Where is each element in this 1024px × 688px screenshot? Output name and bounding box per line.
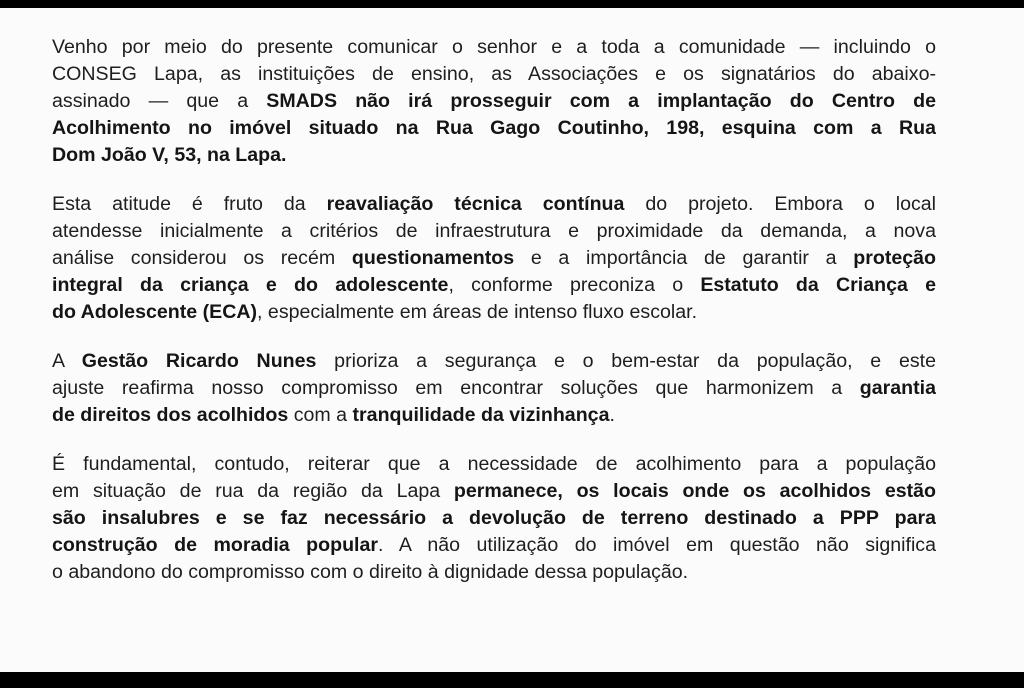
text-line	[52, 559, 936, 586]
paragraph-1	[52, 34, 936, 169]
text-segment: em situação de rua da região da Lapa	[52, 480, 454, 502]
text-segment: Venho por meio do presente comunicar o senhor e a toda a comunidade — incluindo o	[52, 36, 936, 58]
text-segment: do projeto. Embora o local	[624, 193, 936, 215]
text-segment: atendesse inicialmente a critérios de infraestrutura e proximidade da demanda, a nova	[52, 220, 936, 242]
bold-text: tranquilidade da vizinhança	[352, 404, 610, 426]
text-segment: É fundamental, contudo, reiterar que a necessidade de acolhimento para a população	[52, 453, 936, 475]
text-line	[52, 34, 936, 61]
text-segment: o abandono do compromisso com o direito à dignidade dessa população.	[52, 561, 689, 583]
text-segment: prioriza a segurança e o bem-estar da população, e este	[316, 350, 936, 372]
bold-text: Gestão Ricardo Nunes	[81, 350, 317, 372]
bold-text: são insalubres e se faz necessário a devolução de terreno destinado a PPP para	[52, 507, 936, 529]
bold-text: Dom João V, 53, na Lapa.	[52, 144, 287, 166]
text-line	[52, 191, 936, 218]
bold-text: SMADS não irá prosseguir com a implantação do Centro de	[266, 90, 936, 112]
text-line	[52, 478, 936, 505]
text-segment: com a	[288, 404, 353, 426]
text-segment: . A não utilização do imóvel em questão não significa	[378, 534, 936, 556]
text-line	[52, 375, 936, 402]
text-line	[52, 299, 936, 326]
bold-text: garantia	[859, 377, 936, 399]
bold-text: construção de moradia popular	[52, 534, 379, 556]
text-segment: e a importância de garantir a	[514, 247, 854, 269]
bold-text: proteção	[853, 247, 936, 269]
bold-text: reavaliação técnica contínua	[326, 193, 625, 215]
text-segment: assinado — que a	[52, 90, 267, 112]
text-line	[52, 88, 936, 115]
text-line	[52, 218, 936, 245]
bold-text: Estatuto da Criança e	[700, 274, 936, 296]
text-segment: .	[609, 404, 615, 426]
text-segment: ajuste reafirma nosso compromisso em encontrar soluções que harmonizem a	[52, 377, 860, 399]
bold-text: integral da criança e do adolescente	[52, 274, 449, 296]
bold-text: questionamentos	[351, 247, 515, 269]
text-segment: A	[52, 350, 82, 372]
text-line	[52, 142, 936, 169]
screen-bottom-edge	[0, 672, 1024, 680]
text-segment: , especialmente em áreas de intenso fluxo escolar.	[257, 301, 698, 323]
text-line	[52, 348, 936, 375]
letter-body	[52, 34, 936, 608]
text-segment: Esta atitude é fruto da	[52, 193, 327, 215]
paragraph-2	[52, 191, 936, 326]
text-line	[52, 245, 936, 272]
paragraph-3	[52, 348, 936, 429]
text-line	[52, 451, 936, 478]
text-line	[52, 115, 936, 142]
text-line	[52, 61, 936, 88]
paragraph-4	[52, 451, 936, 586]
text-line	[52, 532, 936, 559]
bold-text: de direitos dos acolhidos	[52, 404, 289, 426]
text-segment: , conforme preconiza o	[448, 274, 701, 296]
text-line	[52, 402, 936, 429]
text-line	[52, 272, 936, 299]
text-segment: análise considerou os recém	[52, 247, 352, 269]
bold-text: Acolhimento no imóvel situado na Rua Gago Coutinho, 198, esquina com a Rua	[52, 117, 936, 139]
document-page	[0, 8, 1024, 680]
bold-text: permanece, os locais onde os acolhidos estão	[453, 480, 936, 502]
text-segment: CONSEG Lapa, as instituições de ensino, as Associações e os signatários do abaixo-	[52, 63, 936, 85]
bold-text: do Adolescente (ECA)	[52, 301, 258, 323]
text-line	[52, 505, 936, 532]
